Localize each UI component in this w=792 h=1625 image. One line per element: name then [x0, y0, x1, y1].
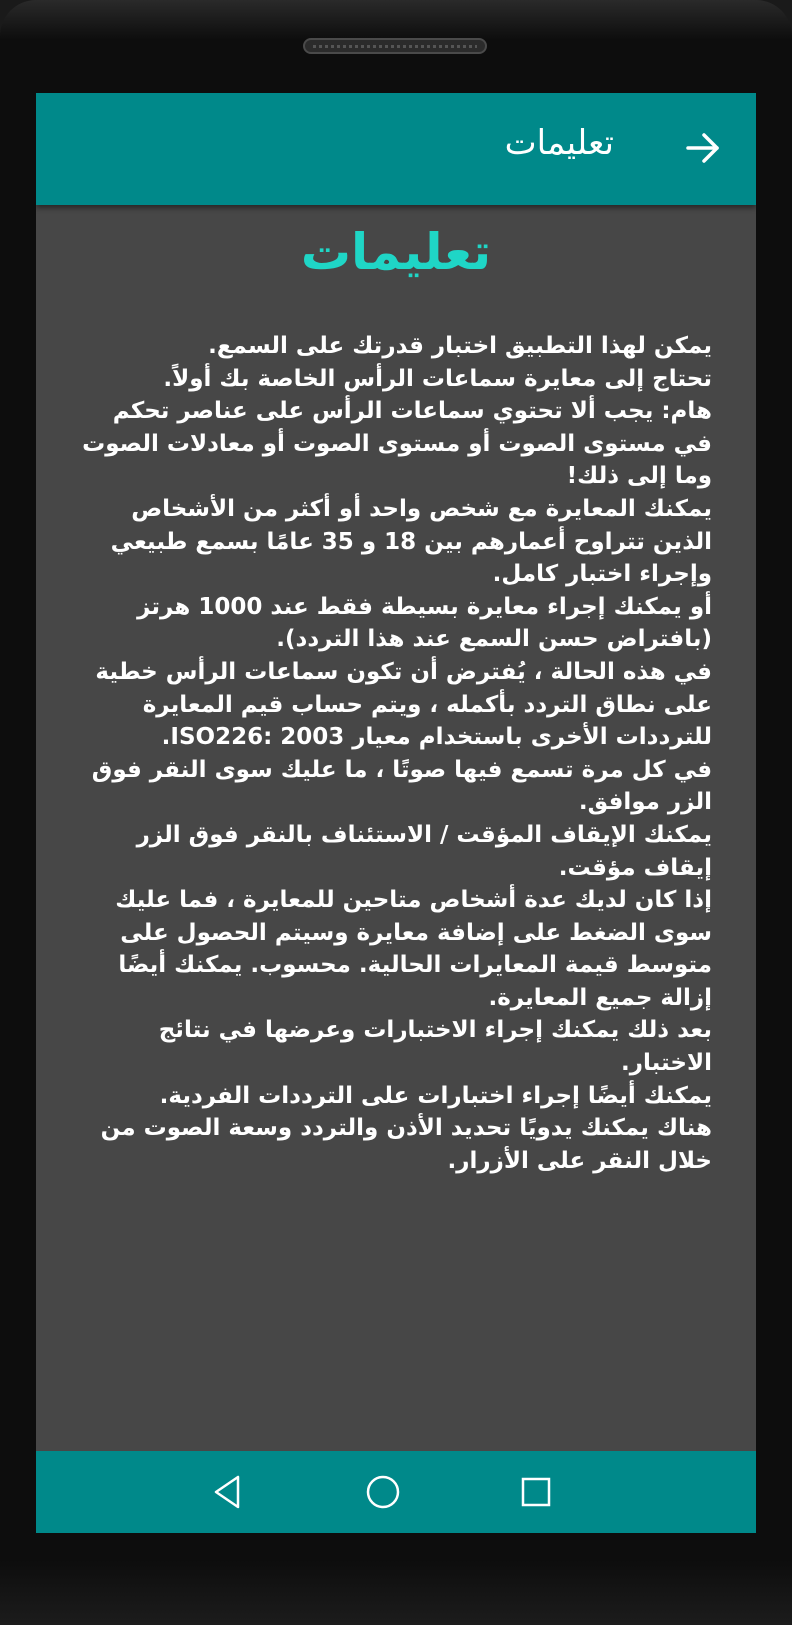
nav-back-button[interactable]	[206, 1470, 250, 1514]
system-nav-bar	[36, 1451, 756, 1533]
instruction-paragraph: هناك يمكنك يدويًا تحديد الأذن والتردد وسعة الصوت من خلال النقر على الأزرار.	[100, 1115, 712, 1174]
nav-recents-square-icon	[516, 1472, 556, 1512]
screen	[36, 93, 756, 1533]
back-button[interactable]	[678, 123, 728, 173]
nav-home-circle-icon	[363, 1472, 403, 1512]
instructions-content	[36, 205, 756, 1445]
instructions-text	[72, 330, 712, 1177]
instruction-paragraph: يمكنك أيضًا إجراء اختبارات على الترددات الفردية.	[159, 1082, 712, 1109]
nav-home-button[interactable]	[361, 1470, 405, 1514]
app-bar-title: تعليمات	[504, 123, 614, 163]
instruction-paragraph: إذا كان لديك عدة أشخاص متاحين للمعايرة ، فما عليك سوى الضغط على إضافة معايرة وسيتم الحصول على متوسط قيمة المعايرات الحالية. محسوب. يمكنك أيضًا إزالة جميع المعايرة.	[115, 887, 712, 1011]
instruction-paragraph: في كل مرة تسمع فيها صوتًا ، ما عليك سوى النقر فوق الزر موافق.	[91, 756, 712, 816]
app-bar	[36, 93, 756, 205]
instruction-paragraph: بعد ذلك يمكنك إجراء الاختبارات وعرضها في نتائج الاختبار.	[158, 1017, 712, 1077]
instruction-paragraph: يمكن لهذا التطبيق اختبار قدرتك على السمع.	[208, 333, 712, 359]
nav-recents-button[interactable]	[514, 1470, 558, 1514]
speaker-grille	[303, 38, 487, 54]
instruction-paragraph: في هذه الحالة ، يُفترض أن تكون سماعات الرأس خطية على نطاق التردد بأكمله ، ويتم حساب قيم المعايرة للترددات الأخرى باستخدام معيار ISO226: 2003.	[95, 658, 712, 751]
page-heading: تعليمات	[300, 223, 492, 281]
instruction-paragraph: تحتاج إلى معايرة سماعات الرأس الخاصة بك أولاً.	[163, 365, 712, 392]
arrow-forward-icon	[685, 130, 721, 166]
instruction-paragraph: أو يمكنك إجراء معايرة بسيطة فقط عند 1000 هرتز (بافتراض حسن السمع عند هذا التردد).	[137, 593, 712, 653]
instruction-paragraph: يمكنك الإيقاف المؤقت / الاستئناف بالنقر فوق الزر إيقاف مؤقت.	[136, 821, 712, 881]
instruction-paragraph: هام: يجب ألا تحتوي سماعات الرأس على عناصر تحكم في مستوى الصوت أو مستوى الصوت أو معادلات الصوت وما إلى ذلك!	[82, 398, 712, 490]
instruction-paragraph: يمكنك المعايرة مع شخص واحد أو أكثر من الأشخاص الذين تتراوح أعمارهم بين 18 و 35 عامًا بسمع طبيعي وإجراء اختبار كامل.	[110, 495, 712, 588]
nav-back-triangle-icon	[208, 1472, 248, 1512]
